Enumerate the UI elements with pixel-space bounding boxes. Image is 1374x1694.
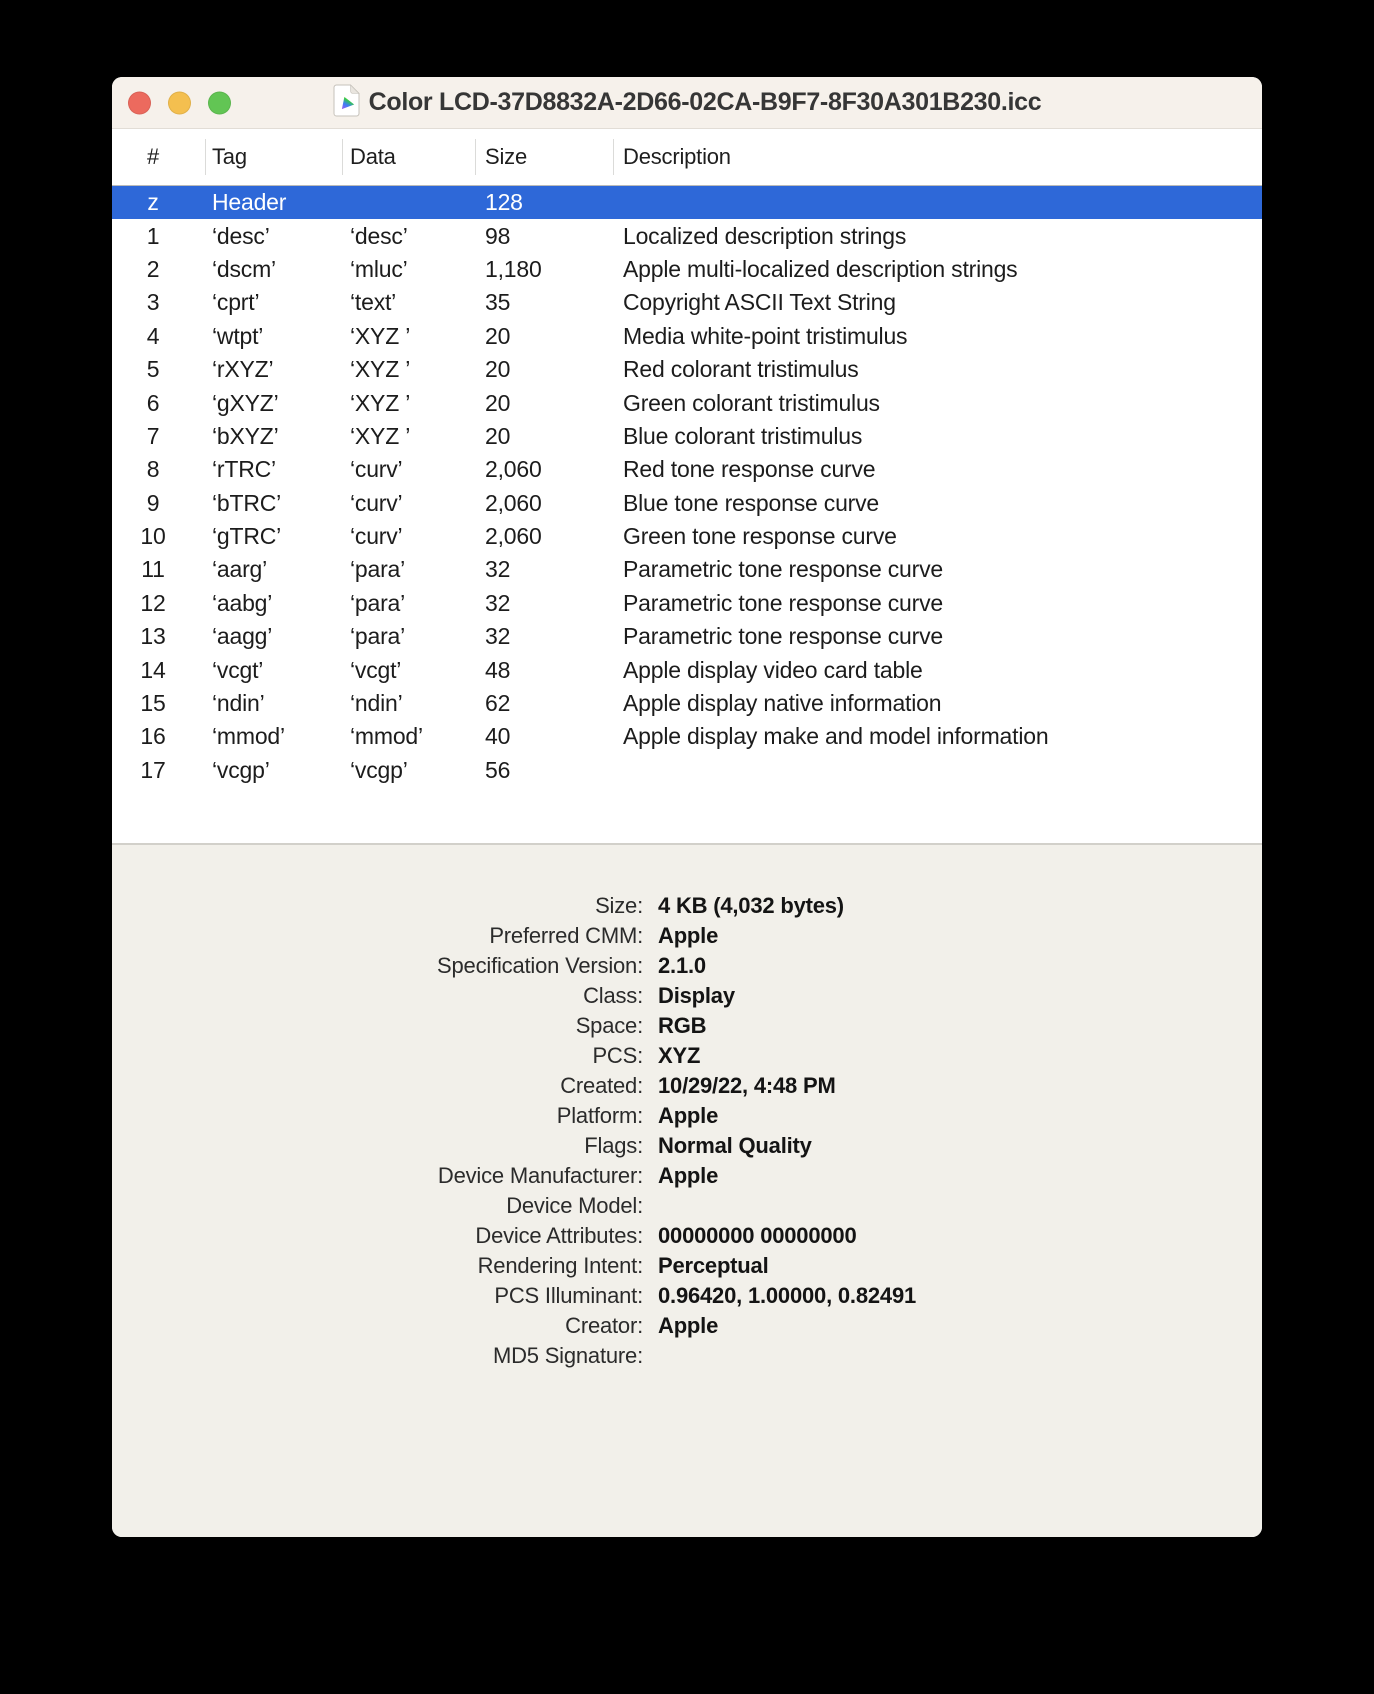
info-label: Created: xyxy=(560,1073,643,1098)
info-label: Size: xyxy=(595,893,643,918)
cell-description: Apple display video card table xyxy=(623,656,923,683)
minimize-button[interactable] xyxy=(168,91,191,114)
cell-number: 13 xyxy=(140,623,166,650)
cell-size: 20 xyxy=(485,422,511,449)
cell-tag: ‘mmod’ xyxy=(212,723,285,750)
window-controls xyxy=(128,91,231,114)
cell-tag: ‘bTRC’ xyxy=(212,489,282,516)
colorsync-profile-window xyxy=(112,77,1262,1537)
cell-tag: Header xyxy=(212,189,287,216)
info-label: Flags: xyxy=(584,1133,643,1158)
info-value: Apple xyxy=(658,923,719,948)
cell-tag: ‘ndin’ xyxy=(212,690,265,717)
cell-data: ‘vcgt’ xyxy=(350,656,402,683)
window-title: Color LCD-37D8832A-2D66-02CA-B9F7-8F30A301B230.icc xyxy=(368,88,1042,116)
cell-data: ‘text’ xyxy=(350,289,397,316)
info-label: PCS Illuminant: xyxy=(494,1283,643,1308)
cell-size: 40 xyxy=(485,723,511,750)
table-row[interactable] xyxy=(112,186,1262,219)
table-row[interactable] xyxy=(112,620,1262,653)
table-row[interactable] xyxy=(112,587,1262,620)
column-header-tag[interactable]: Tag xyxy=(206,129,343,185)
info-value: Apple xyxy=(658,1103,719,1128)
cell-tag: ‘rTRC’ xyxy=(212,456,276,483)
close-button[interactable] xyxy=(128,91,151,114)
info-row xyxy=(112,981,1262,1011)
cell-number: z xyxy=(147,189,159,216)
table-row[interactable] xyxy=(112,653,1262,686)
cell-data: ‘mluc’ xyxy=(350,255,408,282)
table-row[interactable] xyxy=(112,487,1262,520)
table-row[interactable] xyxy=(112,520,1262,553)
cell-size: 32 xyxy=(485,556,511,583)
cell-data: ‘XYZ ’ xyxy=(350,422,411,449)
cell-data: ‘XYZ ’ xyxy=(350,389,411,416)
table-row[interactable] xyxy=(112,553,1262,586)
cell-tag: ‘aarg’ xyxy=(212,556,268,583)
cell-size: 48 xyxy=(485,656,511,683)
cell-tag: ‘vcgp’ xyxy=(212,756,270,783)
info-row xyxy=(112,921,1262,951)
info-row xyxy=(112,1161,1262,1191)
cell-data: ‘para’ xyxy=(350,589,406,616)
cell-description: Apple display native information xyxy=(623,690,942,717)
info-value: Apple xyxy=(658,1313,719,1338)
cell-data: ‘XYZ ’ xyxy=(350,322,411,349)
cell-number: 12 xyxy=(140,589,166,616)
table-row[interactable] xyxy=(112,219,1262,252)
info-value: Normal Quality xyxy=(658,1133,812,1158)
cell-description: Parametric tone response curve xyxy=(623,589,943,616)
zoom-button[interactable] xyxy=(208,91,231,114)
cell-size: 1,180 xyxy=(485,255,542,282)
cell-tag: ‘aagg’ xyxy=(212,623,273,650)
tag-table xyxy=(112,129,1262,843)
cell-number: 15 xyxy=(140,690,166,717)
cell-data: ‘XYZ ’ xyxy=(350,356,411,383)
cell-tag: ‘aabg’ xyxy=(212,589,273,616)
cell-size: 2,060 xyxy=(485,456,542,483)
cell-number: 10 xyxy=(140,523,166,550)
icc-profile-document-icon xyxy=(333,84,360,122)
column-header-data[interactable]: Data xyxy=(343,129,476,185)
info-label: Platform: xyxy=(556,1103,643,1128)
cell-data: ‘para’ xyxy=(350,556,406,583)
cell-size: 32 xyxy=(485,623,511,650)
cell-size: 20 xyxy=(485,322,511,349)
table-row[interactable] xyxy=(112,720,1262,753)
info-label: Space: xyxy=(575,1013,643,1038)
cell-description: Localized description strings xyxy=(623,222,907,249)
info-value: 4 KB (4,032 bytes) xyxy=(658,893,844,918)
cell-size: 98 xyxy=(485,222,511,249)
cell-data: ‘para’ xyxy=(350,623,406,650)
cell-size: 56 xyxy=(485,756,511,783)
title-group xyxy=(333,84,1042,122)
info-label: Device Manufacturer: xyxy=(437,1163,643,1188)
info-row xyxy=(112,1131,1262,1161)
info-value: RGB xyxy=(658,1013,707,1038)
cell-tag: ‘desc’ xyxy=(212,222,270,249)
column-header-number[interactable]: # xyxy=(112,129,206,185)
table-row[interactable] xyxy=(112,754,1262,787)
cell-description: Red colorant tristimulus xyxy=(623,356,859,383)
cell-description: Parametric tone response curve xyxy=(623,556,943,583)
info-value: Display xyxy=(658,983,735,1008)
cell-number: 9 xyxy=(146,489,160,516)
info-row xyxy=(112,1101,1262,1131)
cell-size: 20 xyxy=(485,389,511,416)
info-value: 2.1.0 xyxy=(658,953,706,978)
cell-size: 2,060 xyxy=(485,523,542,550)
info-value: 10/29/22, 4:48 PM xyxy=(658,1073,836,1098)
table-row[interactable] xyxy=(112,353,1262,386)
cell-description: Green tone response curve xyxy=(623,523,897,550)
info-label: Class: xyxy=(583,983,643,1008)
column-header-size[interactable]: Size xyxy=(476,129,614,185)
cell-description: Green colorant tristimulus xyxy=(623,389,880,416)
info-row xyxy=(112,891,1262,921)
cell-size: 20 xyxy=(485,356,511,383)
cell-number: 5 xyxy=(146,356,160,383)
cell-size: 128 xyxy=(485,189,523,216)
cell-data: ‘vcgp’ xyxy=(350,756,408,783)
info-row xyxy=(112,951,1262,981)
table-row[interactable] xyxy=(112,253,1262,286)
cell-number: 7 xyxy=(146,422,160,449)
info-label: Specification Version: xyxy=(437,953,643,978)
cell-data: ‘desc’ xyxy=(350,222,408,249)
info-label: MD5 Signature: xyxy=(492,1343,643,1368)
cell-description: Red tone response curve xyxy=(623,456,876,483)
cell-description: Blue colorant tristimulus xyxy=(623,422,863,449)
info-label: Preferred CMM: xyxy=(489,923,643,948)
info-label: Rendering Intent: xyxy=(477,1253,643,1278)
info-row xyxy=(112,1191,1262,1221)
cell-data: ‘curv’ xyxy=(350,489,403,516)
info-row xyxy=(112,1251,1262,1281)
table-row[interactable] xyxy=(112,286,1262,319)
info-row xyxy=(112,1221,1262,1251)
cell-description: Blue tone response curve xyxy=(623,489,880,516)
cell-number: 8 xyxy=(146,456,160,483)
cell-description: Parametric tone response curve xyxy=(623,623,943,650)
cell-tag: ‘wtpt’ xyxy=(212,322,264,349)
cell-number: 6 xyxy=(146,389,160,416)
cell-description: Copyright ASCII Text String xyxy=(623,289,896,316)
cell-description: Media white-point tristimulus xyxy=(623,322,908,349)
info-row xyxy=(112,1311,1262,1341)
info-row xyxy=(112,1071,1262,1101)
cell-tag: ‘gTRC’ xyxy=(212,523,282,550)
info-label: Device Attributes: xyxy=(475,1223,643,1248)
cell-size: 32 xyxy=(485,589,511,616)
info-label: PCS: xyxy=(592,1043,643,1068)
cell-number: 1 xyxy=(146,222,160,249)
table-header-row xyxy=(112,129,1262,186)
cell-data: ‘mmod’ xyxy=(350,723,423,750)
cell-tag: ‘bXYZ’ xyxy=(212,422,279,449)
table-row[interactable] xyxy=(112,687,1262,720)
cell-tag: ‘vcgt’ xyxy=(212,656,264,683)
info-row xyxy=(112,1281,1262,1311)
cell-number: 4 xyxy=(146,322,160,349)
table-row[interactable] xyxy=(112,420,1262,453)
cell-number: 3 xyxy=(146,289,160,316)
info-value: 00000000 00000000 xyxy=(658,1223,857,1248)
cell-description: Apple display make and model information xyxy=(623,723,1049,750)
cell-size: 2,060 xyxy=(485,489,542,516)
info-row xyxy=(112,1341,1262,1371)
profile-info-panel xyxy=(112,845,1262,1537)
table-row[interactable] xyxy=(112,453,1262,486)
cell-number: 14 xyxy=(140,656,166,683)
table-body xyxy=(112,186,1262,787)
cell-size: 35 xyxy=(485,289,511,316)
cell-data: ‘ndin’ xyxy=(350,690,403,717)
info-value: XYZ xyxy=(658,1043,701,1068)
info-value: 0.96420, 1.00000, 0.82491 xyxy=(658,1283,917,1308)
info-value: Perceptual xyxy=(658,1253,769,1278)
cell-tag: ‘gXYZ’ xyxy=(212,389,279,416)
table-row[interactable] xyxy=(112,386,1262,419)
cell-tag: ‘cprt’ xyxy=(212,289,260,316)
column-header-description[interactable]: Description xyxy=(623,144,731,169)
info-value: Apple xyxy=(658,1163,719,1188)
info-row xyxy=(112,1041,1262,1071)
cell-size: 62 xyxy=(485,690,511,717)
info-label: Creator: xyxy=(565,1313,643,1338)
cell-number: 16 xyxy=(140,723,166,750)
cell-data: ‘curv’ xyxy=(350,523,403,550)
cell-data: ‘curv’ xyxy=(350,456,403,483)
cell-number: 17 xyxy=(140,756,166,783)
info-label: Device Model: xyxy=(506,1193,643,1218)
cell-number: 11 xyxy=(141,556,165,583)
cell-number: 2 xyxy=(146,255,160,282)
cell-tag: ‘rXYZ’ xyxy=(212,356,274,383)
cell-tag: ‘dscm’ xyxy=(212,255,276,282)
title-bar[interactable] xyxy=(112,77,1262,129)
table-row[interactable] xyxy=(112,320,1262,353)
cell-description: Apple multi-localized description strings xyxy=(623,255,1018,282)
info-row xyxy=(112,1011,1262,1041)
